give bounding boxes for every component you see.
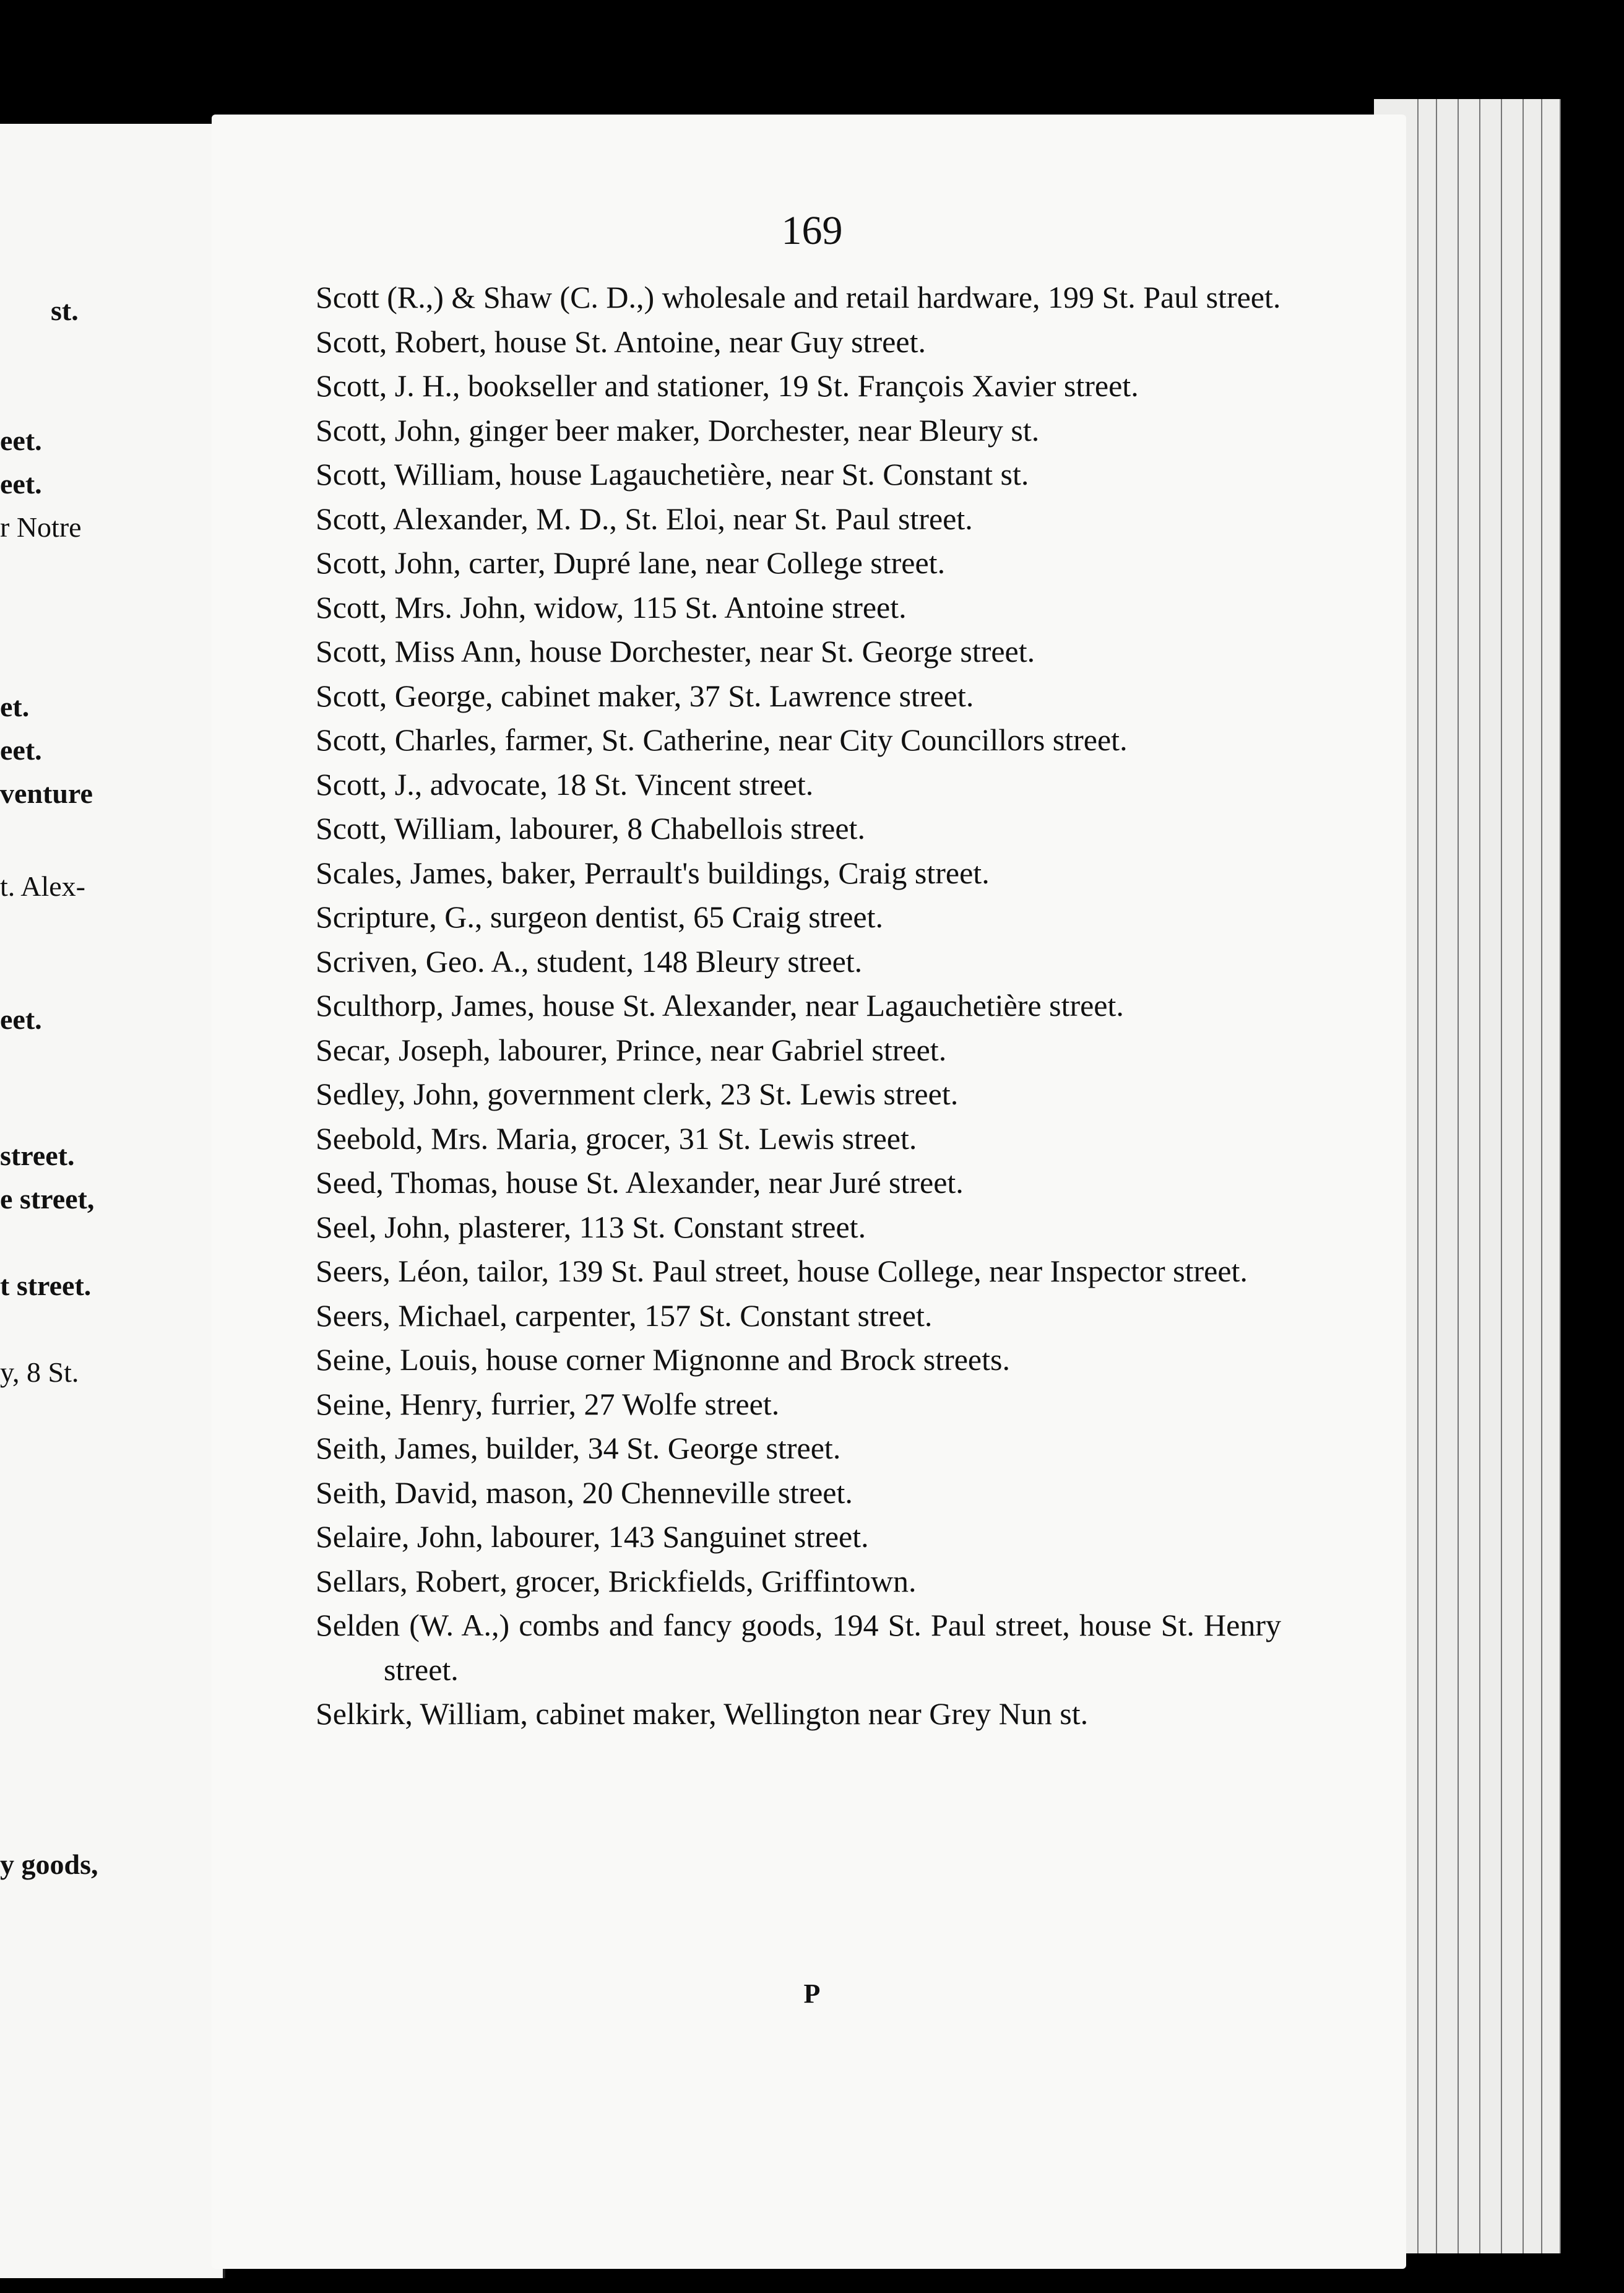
left-page-fragment: street. [0,1140,75,1171]
directory-entry: Scott, Alexander, M. D., St. Eloi, near St. Paul street. [316,501,973,536]
signature-mark: P [803,1979,821,2009]
left-page-fragment: st. [51,295,79,326]
left-page-fragment: e street, [0,1183,95,1215]
directory-entry: Seith, David, mason, 20 Chenneville street. [316,1475,853,1510]
directory-entries [316,275,1281,1736]
left-page-fragment: venture [0,778,93,809]
directory-entry: Seers, Michael, carpenter, 157 St. Constant street. [316,1298,933,1333]
directory-entry: Scott, Mrs. John, widow, 115 St. Antoine street. [316,589,907,625]
left-page-fragment: et. [0,691,30,722]
directory-entry: Secar, Joseph, labourer, Prince, near Gabriel street. [316,1032,947,1067]
left-page-fragment: t street. [0,1270,92,1301]
directory-entry: Selkirk, William, cabinet maker, Wellington near Grey Nun st. [316,1696,1089,1731]
left-page-fragment: y, 8 St. [0,1356,79,1388]
left-page-fragment: t. Alex- [0,870,85,902]
directory-entry: Scriven, Geo. A., student, 148 Bleury street. [316,943,863,979]
directory-entry: Scott, Charles, farmer, St. Catherine, near City Councillors street. [316,722,1128,757]
left-facing-page [0,124,225,2278]
directory-entry: Seine, Louis, house corner Mignonne and Brock streets. [316,1342,1010,1377]
directory-entry: Seine, Henry, furrier, 27 Wolfe street. [316,1386,780,1421]
directory-entry: Seel, John, plasterer, 113 St. Constant street. [316,1209,866,1244]
directory-entry: Scott, William, labourer, 8 Chabellois street. [316,811,865,846]
directory-entry: Selden (W. A.,) combs and fancy goods, 194 St. Paul street, house St. Henry street. [316,1608,1281,1687]
directory-entry: Scott, John, ginger beer maker, Dorchester, near Bleury st. [316,412,1040,448]
left-page-fragment: y goods, [0,1849,98,1880]
directory-entry: Sedley, John, government clerk, 23 St. Lewis street. [316,1077,959,1111]
left-page-fragment: eet. [0,1003,42,1035]
directory-entry: Seebold, Mrs. Maria, grocer, 31 St. Lewis street. [316,1120,917,1156]
directory-entry: Seed, Thomas, house St. Alexander, near Juré street. [316,1165,964,1200]
directory-entry: Scripture, G., surgeon dentist, 65 Craig street. [316,899,883,934]
directory-entry: Seers, Léon, tailor, 139 St. Paul street, house College, near Inspector street. [316,1254,1248,1288]
directory-entry: Scott, John, carter, Dupré lane, near College street. [316,545,946,580]
directory-entry: Scott, Miss Ann, house Dorchester, near St. George street. [316,634,1035,669]
left-page-fragment: eet. [0,468,42,500]
directory-entry: Scott, J. H., bookseller and stationer, 19 St. François Xavier street. [316,368,1139,403]
directory-entry: Scales, James, baker, Perrault's buildings, Craig street. [316,855,990,890]
left-page-fragment: eet. [0,734,42,766]
left-page-fragment: eet. [0,425,42,456]
directory-entry: Scott, Robert, house St. Antoine, near Guy street. [316,324,926,359]
left-page-fragment: r Notre [0,511,82,543]
directory-entry: Scott, William, house Lagauchetière, near St. Constant st. [316,457,1029,492]
directory-entry: Scott, J., advocate, 18 St. Vincent street. [316,766,814,802]
directory-entry: Selaire, John, labourer, 143 Sanguinet street. [316,1519,869,1554]
directory-entry: Seith, James, builder, 34 St. George street. [316,1431,841,1465]
directory-entry: Sculthorp, James, house St. Alexander, near Lagauchetière street. [316,988,1124,1023]
directory-entry: Sellars, Robert, grocer, Brickfields, Griffintown. [316,1563,917,1598]
directory-entry: Scott (R.,) & Shaw (C. D.,) wholesale and retail hardware, 199 St. Paul street. [316,280,1281,314]
page-number: 169 [781,208,843,253]
directory-entry: Scott, George, cabinet maker, 37 St. Lawrence street. [316,678,974,713]
